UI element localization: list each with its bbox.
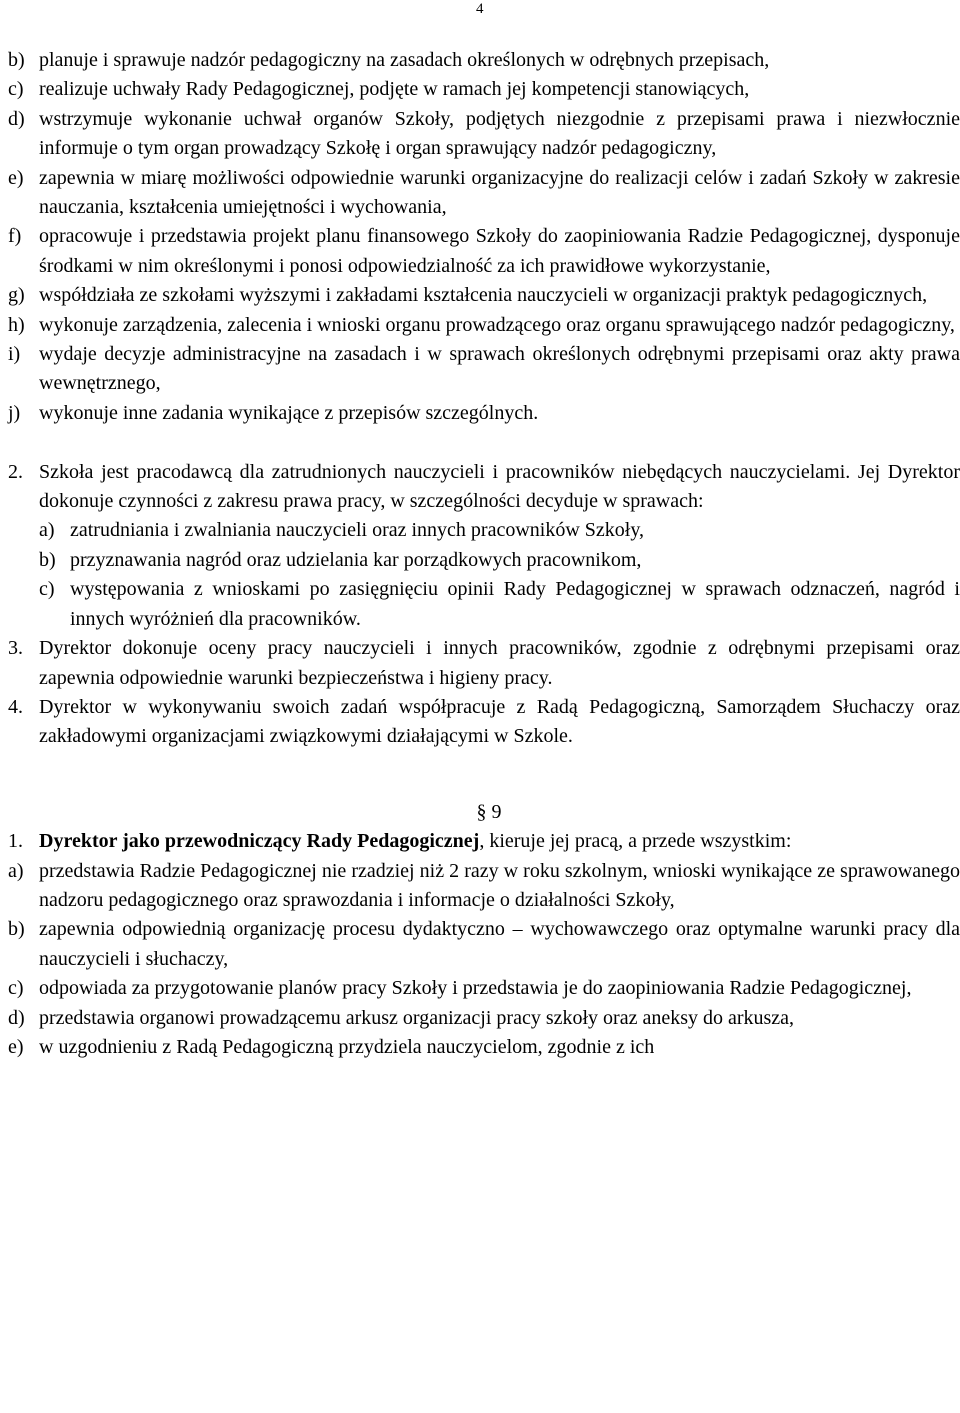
list-item [8,857,960,916]
paragraph-text: Dyrektor w wykonywaniu swoich zadań współpracuje z Radą Pedagogiczną, Samorządem Słuchaczy oraz zakładowymi organizacjami związkowymi działającymi w Szkole. [39,695,960,748]
page-number: 4 [476,1,484,17]
list-marker: c) [8,977,24,1000]
section-9-paragraph-1 [8,827,960,856]
list-item [8,311,960,340]
list-marker: h) [8,313,25,336]
list-text: zatrudniania i zwalniania nauczycieli oraz innych pracowników Szkoły, [70,519,645,542]
list-text: zapewnia odpowiednią organizację procesu dydaktyczno – wychowawczego oraz optymalne warunki pracy dla nauczycieli i słuchaczy, [39,918,960,970]
list-text: współdziała ze szkołami wyższymi i zakładami kształcenia nauczycieli w organizacji praktyk pedagogicznych, [39,284,928,307]
document-body [8,46,960,1062]
list-item [8,105,960,164]
list-text: w uzgodnieniu z Radą Pedagogiczną przydziela nauczycielom, zgodnie z ich [39,1035,655,1058]
list-text: opracowuje i przedstawia projekt planu finansowego Szkoły do zaopiniowania Radzie Pedagogicznej, dysponuje środkami w nim określonymi i ponosi odpowiedzialność za ich prawidłowe wykorzystanie, [39,225,960,277]
list-item [8,1004,960,1033]
list-marker: g) [8,284,25,307]
list-text: wykonuje zarządzenia, zalecenia i wnioski organu prowadzącego oraz organu sprawującego nadzór pedagogiczny, [39,313,955,336]
list-marker: a) [39,519,55,542]
list-marker: i) [8,343,21,366]
list-item [39,546,960,575]
list-marker: b) [39,548,56,571]
list-item [8,46,960,75]
list-item [8,340,960,399]
list-text: występowania z wnioskami po zasięgnięciu opinii Rady Pedagogicznej w sprawach odznaczeń, nagród i innych wyróżnień dla pracowników. [70,578,960,630]
list-marker: c) [39,578,55,601]
list-text: zapewnia w miarę możliwości odpowiednie warunki organizacyjne do realizacji celów i zadań Szkoły w zakresie nauczania, kształcenia umiejętności i wychowania, [39,166,960,219]
paragraph-spacer [8,428,960,457]
list-item [8,164,960,223]
paragraph-text: Dyrektor dokonuje oceny pracy nauczycieli i innych pracowników, zgodnie z odrębnymi przepisami oraz zapewnia odpowiednie warunki bezpieczeństwa i higieny pracy. [39,637,960,689]
paragraph-text [39,827,960,856]
section-heading [8,798,960,827]
list-marker: d) [8,1006,25,1029]
list-text: wykonuje inne zadania wynikające z przepisów szczególnych. [39,401,539,424]
section-number: 9 [491,800,502,823]
list-marker: b) [8,49,25,71]
section-spacer [8,752,960,798]
paragraph-2 [8,458,960,517]
list-text: realizuje uchwały Rady Pedagogicznej, podjęte w ramach jej kompetencji stanowiących, [39,78,750,101]
paragraph-marker: 4. [8,695,23,718]
list-marker: d) [8,107,25,130]
list-text: planuje i sprawuje nadzór pedagogiczny na zasadach określonych w odrębnych przepisach, [39,49,770,71]
list-text: wydaje decyzje administracyjne na zasadach i w sprawach określonych odrębnymi przepisami oraz akty prawa wewnętrznego, [39,343,960,395]
list-item [8,1033,960,1062]
paragraph-3 [8,634,960,693]
list-item [8,222,960,281]
list-item [8,915,960,974]
list-marker: e) [8,166,24,189]
list-text: odpowiada za przygotowanie planów pracy Szkoły i przedstawia je do zaopiniowania Radzie Pedagogicznej, [39,977,912,1000]
list-text: przedstawia Radzie Pedagogicznej nie rzadziej niż 2 razy w roku szkolnym, wnioski wynikające ze sprawowanego nadzoru pedagogicznego oraz sprawozdania i informacje o działalności Szkoły, [39,859,960,911]
list-marker: b) [8,918,25,941]
list-item [8,399,960,428]
list-text: wstrzymuje wykonanie uchwał organów Szkoły, podjętych niezgodnie z przepisami prawa i niezwłocznie informuje o tym organ prowadzący Szkołę i organ sprawujący nadzór pedagogiczny, [39,107,960,160]
paragraph-marker: 2. [8,460,23,483]
paragraph-marker: 1. [8,830,23,853]
list-marker: a) [8,859,24,882]
list-item [8,281,960,310]
list-text: przedstawia organowi prowadzącemu arkusz organizacji pracy szkoły oraz aneksy do arkusza, [39,1006,795,1029]
list-item [8,75,960,104]
section-symbol: § [476,800,487,823]
paragraph-4 [8,693,960,752]
list-text: przyznawania nagród oraz udzielania kar porządkowych pracownikom, [70,548,642,571]
bold-lead: Dyrektor jako przewodniczący Rady Pedagogicznej [39,830,480,853]
list-marker: f) [8,225,22,248]
paragraph-marker: 3. [8,637,23,660]
list-marker: j) [8,401,21,424]
paragraph-rest: , kieruje jej pracą, a przede wszystkim: [479,830,792,853]
list-item [39,575,960,634]
list-item [39,516,960,545]
list-marker: c) [8,78,24,101]
list-marker: e) [8,1035,24,1058]
paragraph-text: Szkoła jest pracodawcą dla zatrudnionych nauczycieli i pracowników niebędących nauczycielami. Jej Dyrektor dokonuje czynności z zakresu prawa pracy, w szczególności decyduje w sprawach: [39,460,960,513]
list-item [8,974,960,1003]
